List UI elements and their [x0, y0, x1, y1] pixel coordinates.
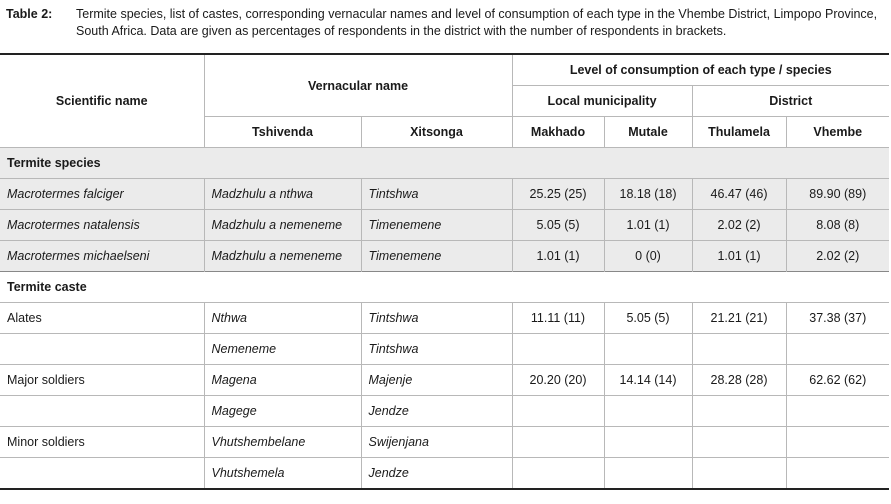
cell-tshivenda: Magege	[204, 396, 361, 427]
header-xitsonga: Xitsonga	[361, 117, 512, 148]
table-row	[0, 210, 889, 241]
cell-vhembe: 2.02 (2)	[786, 241, 889, 272]
cell-thulamela	[692, 427, 786, 458]
cell-scientific: Minor soldiers	[0, 427, 204, 458]
cell-mutale	[604, 458, 692, 490]
cell-mutale	[604, 334, 692, 365]
cell-xitsonga: Tintshwa	[361, 303, 512, 334]
cell-vhembe: 8.08 (8)	[786, 210, 889, 241]
cell-xitsonga: Tintshwa	[361, 179, 512, 210]
cell-mutale: 14.14 (14)	[604, 365, 692, 396]
cell-makhado	[512, 334, 604, 365]
cell-tshivenda: Nemeneme	[204, 334, 361, 365]
cell-vhembe: 89.90 (89)	[786, 179, 889, 210]
cell-thulamela	[692, 458, 786, 490]
cell-scientific: Macrotermes falciger	[0, 179, 204, 210]
cell-mutale: 0 (0)	[604, 241, 692, 272]
cell-thulamela: 28.28 (28)	[692, 365, 786, 396]
section-title-caste: Termite caste	[0, 272, 889, 303]
cell-thulamela: 1.01 (1)	[692, 241, 786, 272]
table-body	[0, 148, 889, 490]
cell-scientific	[0, 458, 204, 490]
cell-tshivenda: Madzhulu a nthwa	[204, 179, 361, 210]
cell-makhado: 20.20 (20)	[512, 365, 604, 396]
cell-vhembe	[786, 458, 889, 490]
cell-vhembe	[786, 334, 889, 365]
table-row	[0, 365, 889, 396]
section-title-species: Termite species	[0, 148, 889, 179]
cell-xitsonga: Timenemene	[361, 210, 512, 241]
cell-scientific: Alates	[0, 303, 204, 334]
cell-vhembe	[786, 427, 889, 458]
table-row	[0, 303, 889, 334]
caption-label: Table 2:	[6, 7, 53, 21]
cell-makhado: 5.05 (5)	[512, 210, 604, 241]
section-row-caste	[0, 272, 889, 303]
table-row	[0, 179, 889, 210]
table-row	[0, 334, 889, 365]
cell-xitsonga: Jendze	[361, 396, 512, 427]
cell-mutale: 5.05 (5)	[604, 303, 692, 334]
cell-xitsonga: Swijenjana	[361, 427, 512, 458]
cell-makhado: 11.11 (11)	[512, 303, 604, 334]
cell-tshivenda: Madzhulu a nemeneme	[204, 241, 361, 272]
header-mutale: Mutale	[604, 117, 692, 148]
table-row	[0, 458, 889, 490]
cell-thulamela: 2.02 (2)	[692, 210, 786, 241]
cell-scientific: Macrotermes natalensis	[0, 210, 204, 241]
header-thulamela: Thulamela	[692, 117, 786, 148]
cell-makhado	[512, 396, 604, 427]
cell-vhembe: 37.38 (37)	[786, 303, 889, 334]
cell-tshivenda: Magena	[204, 365, 361, 396]
cell-thulamela: 21.21 (21)	[692, 303, 786, 334]
cell-mutale	[604, 427, 692, 458]
cell-scientific: Major soldiers	[0, 365, 204, 396]
cell-xitsonga: Majenje	[361, 365, 512, 396]
cell-makhado: 1.01 (1)	[512, 241, 604, 272]
termite-table	[0, 53, 889, 490]
table-row	[0, 427, 889, 458]
table-row	[0, 241, 889, 272]
header-makhado: Makhado	[512, 117, 604, 148]
cell-tshivenda: Nthwa	[204, 303, 361, 334]
cell-makhado: 25.25 (25)	[512, 179, 604, 210]
cell-tshivenda: Vhutshemela	[204, 458, 361, 490]
cell-tshivenda: Madzhulu a nemeneme	[204, 210, 361, 241]
section-row-species	[0, 148, 889, 179]
header-consumption: Level of consumption of each type / species	[512, 54, 889, 86]
cell-tshivenda: Vhutshembelane	[204, 427, 361, 458]
header-vhembe: Vhembe	[786, 117, 889, 148]
table-header	[0, 54, 889, 148]
header-tshivenda: Tshivenda	[204, 117, 361, 148]
cell-scientific	[0, 334, 204, 365]
header-vernacular-name: Vernacular name	[204, 54, 512, 117]
header-scientific-name: Scientific name	[0, 54, 204, 148]
header-district: District	[692, 86, 889, 117]
header-local-municipality: Local municipality	[512, 86, 692, 117]
cell-mutale: 18.18 (18)	[604, 179, 692, 210]
caption-text: Termite species, list of castes, corresponding vernacular names and level of consumption of each type in the Vhembe District, Limpopo Province, South Africa. Data are given as percentages of respondents in the district with the number of respondents in brackets.	[76, 7, 878, 38]
cell-mutale	[604, 396, 692, 427]
cell-xitsonga: Tintshwa	[361, 334, 512, 365]
cell-makhado	[512, 458, 604, 490]
cell-vhembe: 62.62 (62)	[786, 365, 889, 396]
cell-xitsonga: Jendze	[361, 458, 512, 490]
cell-vhembe	[786, 396, 889, 427]
cell-thulamela	[692, 396, 786, 427]
cell-scientific: Macrotermes michaelseni	[0, 241, 204, 272]
cell-mutale: 1.01 (1)	[604, 210, 692, 241]
cell-xitsonga: Timenemene	[361, 241, 512, 272]
cell-makhado	[512, 427, 604, 458]
cell-thulamela: 46.47 (46)	[692, 179, 786, 210]
cell-scientific	[0, 396, 204, 427]
cell-thulamela	[692, 334, 786, 365]
table-row	[0, 396, 889, 427]
